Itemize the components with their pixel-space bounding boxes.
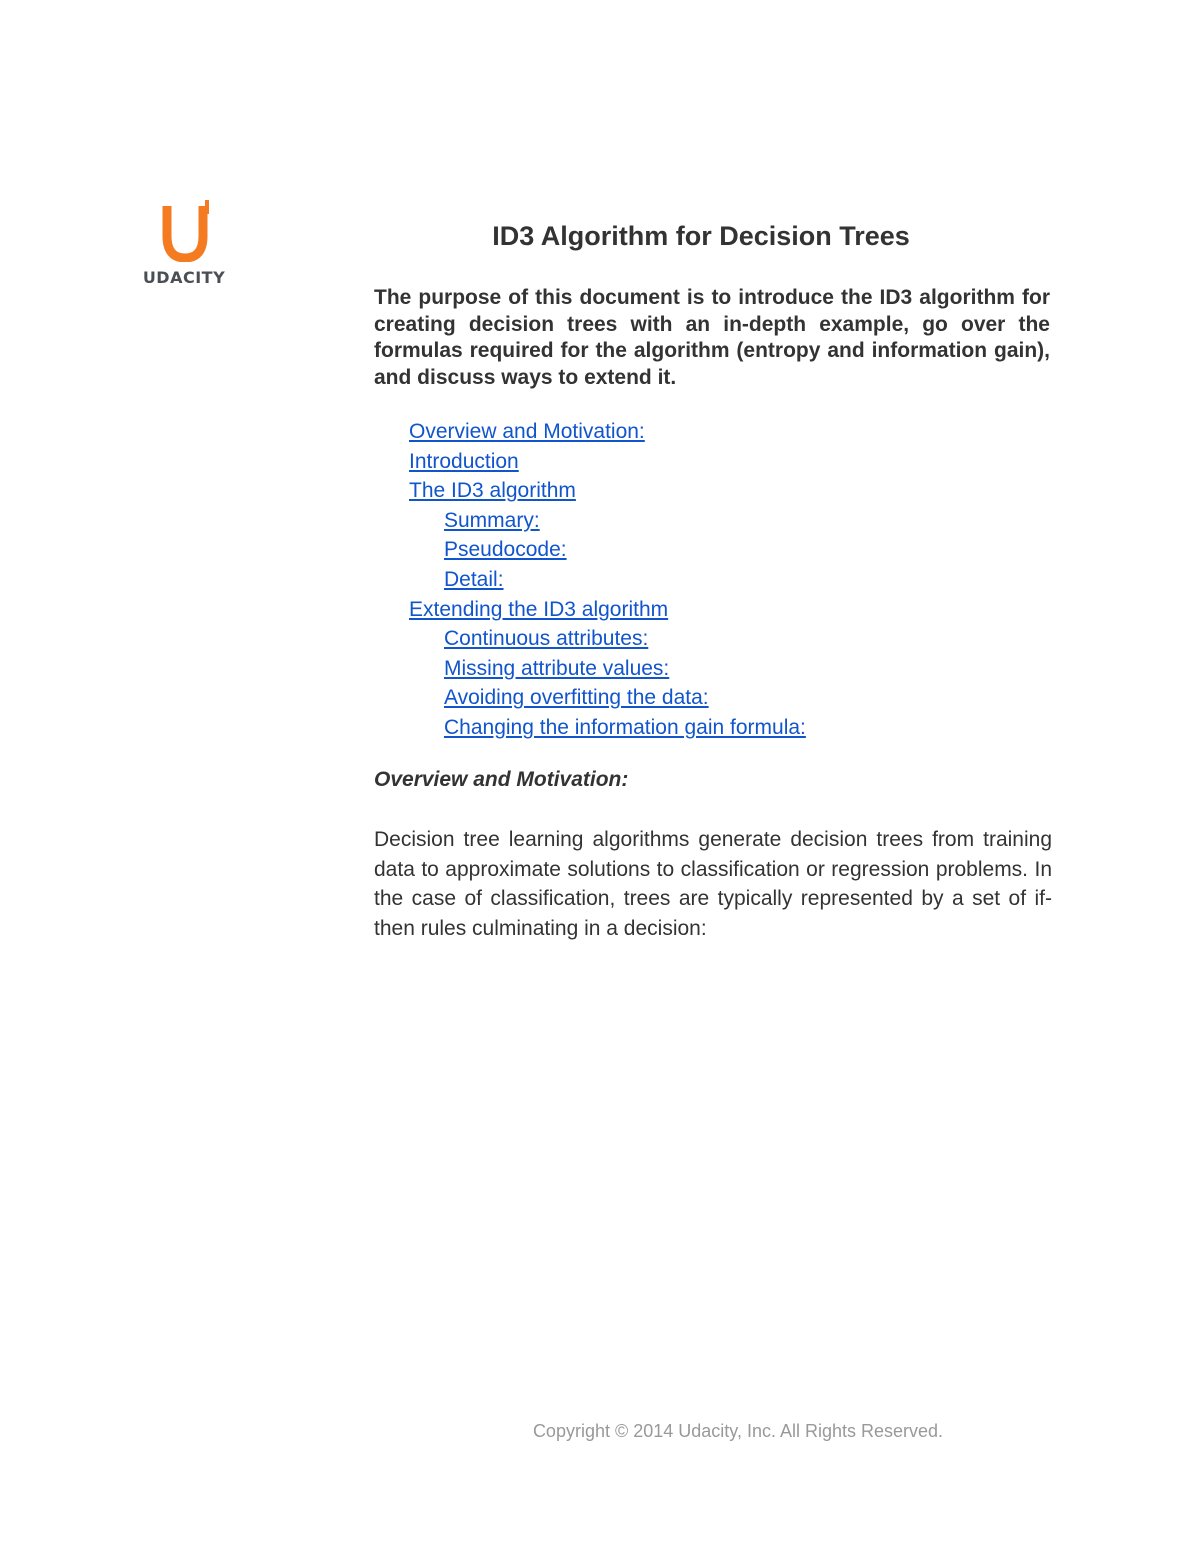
document-title: ID3 Algorithm for Decision Trees [492,221,910,251]
toc-link-missing-values[interactable]: Missing attribute values: [444,656,670,680]
table-of-contents [409,417,806,743]
toc-link-overview[interactable]: Overview and Motivation: [409,420,645,443]
toc-item [409,654,806,684]
toc-link-overfitting[interactable]: Avoiding overfitting the data: [444,686,709,710]
toc-item [409,565,806,595]
toc-link-extending[interactable]: Extending the ID3 algorithm [409,597,669,621]
toc-link-info-gain[interactable]: Changing the information gain formula: [444,715,806,739]
udacity-u-logo-icon [153,200,215,262]
toc-link-continuous-attributes[interactable]: Continuous attributes: [444,627,649,651]
toc-item [409,476,806,506]
toc-link-detail[interactable]: Detail: [444,567,504,591]
toc-item [409,683,806,713]
toc-link-summary[interactable]: Summary: [444,508,540,532]
toc-item [409,447,806,477]
toc-item [409,506,806,536]
toc-item [409,624,806,654]
toc-link-introduction[interactable]: Introduction [409,449,519,473]
section-body: Decision tree learning algorithms generate decision trees from training data to approximate solutions to classification or regression problems. In the case of classification, trees are typically represented by a set of if-then rules culminating in a decision: [374,828,1052,940]
toc-link-pseudocode[interactable]: Pseudocode: [444,538,567,562]
toc-link-id3-algorithm[interactable]: The ID3 algorithm [409,479,576,503]
toc-item [409,595,806,625]
toc-item [409,417,806,447]
udacity-logo [142,200,226,292]
toc-item [409,535,806,565]
section-heading: Overview and Motivation: [374,768,629,791]
intro-paragraph: The purpose of this document is to introduce the ID3 algorithm for creating decision trees with an in-depth example, go over the formulas required for the algorithm (entropy and information gain), and discuss ways to extend it. [374,286,1050,389]
copyright-footer: Copyright © 2014 Udacity, Inc. All Rights Reserved. [532,1421,944,1441]
logo-text: UDACITY [142,268,226,287]
toc-item [409,713,806,743]
